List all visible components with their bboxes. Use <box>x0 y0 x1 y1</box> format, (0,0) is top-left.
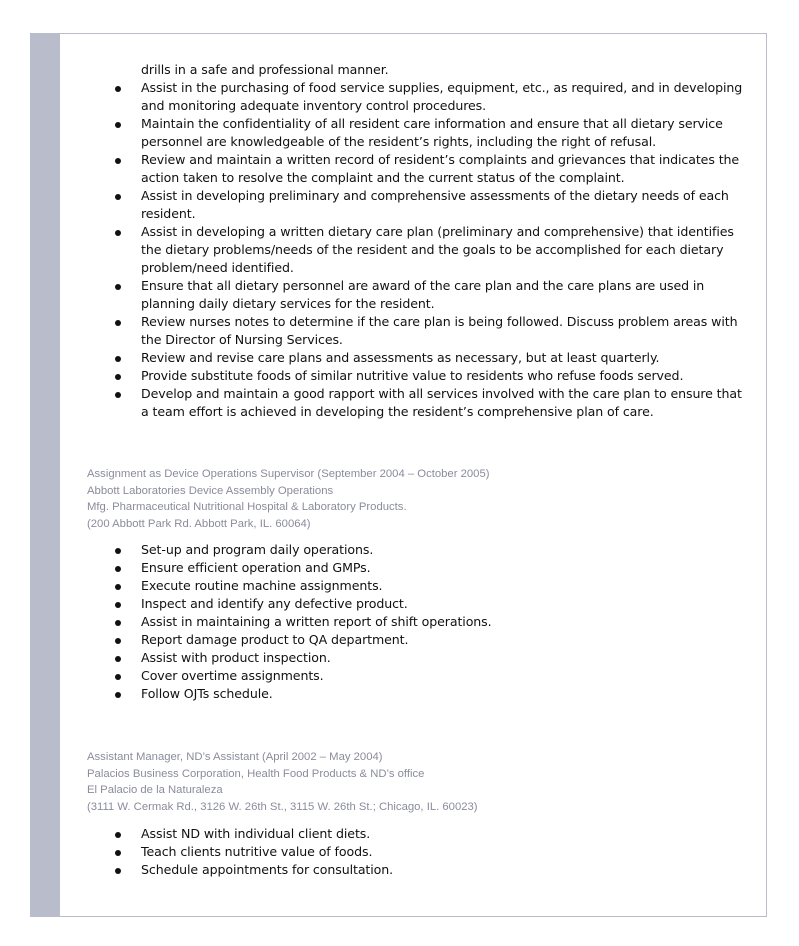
list-item <box>0 595 799 613</box>
dietary-bullet-list <box>0 79 799 421</box>
bullet-icon <box>115 320 121 326</box>
bullet-icon <box>115 674 121 680</box>
list-item <box>0 631 799 649</box>
list-item-text: Review and maintain a written record of resident’s complaints and grievances that indicates the action taken to resolve the complaint and the current status of the complaint. <box>141 152 740 185</box>
list-item-text: Follow OJTs schedule. <box>141 686 273 701</box>
dietary-duties-section <box>0 61 799 421</box>
list-item <box>0 685 799 703</box>
list-item-text: Ensure efficient operation and GMPs. <box>141 560 371 575</box>
bullet-icon <box>115 566 121 572</box>
list-item <box>0 223 799 277</box>
continued-bullet-text: drills in a safe and professional manner. <box>141 62 389 77</box>
list-item <box>0 277 799 313</box>
bullet-icon <box>115 86 121 92</box>
list-item-text: Assist in maintaining a written report of shift operations. <box>141 614 492 629</box>
list-item <box>0 559 799 577</box>
list-item <box>0 649 799 667</box>
bullet-icon <box>115 356 121 362</box>
list-item-text: Ensure that all dietary personnel are award of the care plan and the care plans are used in planning daily dietary services for the resident. <box>141 278 705 311</box>
list-item <box>0 349 799 367</box>
job-title-line: Assignment as Device Operations Supervisor (September 2004 – October 2005) <box>87 468 490 480</box>
job-header-assistant-manager <box>87 749 747 815</box>
job-company-line: Palacios Business Corporation, Health Food Products & ND’s office <box>87 767 425 780</box>
list-item <box>0 385 799 421</box>
bullet-icon <box>115 392 121 398</box>
list-item <box>0 843 799 861</box>
list-item-text: Develop and maintain a good rapport with all services involved with the care plan to ensure that a team effort is achieved in developing the resident’s comprehensive plan of care. <box>141 386 742 419</box>
list-item-text: Teach clients nutritive value of foods. <box>141 844 373 859</box>
list-item <box>0 861 799 879</box>
list-item <box>0 367 799 385</box>
job-duties-device-operations <box>0 541 799 703</box>
bullet-icon <box>115 194 121 200</box>
list-item-text: Schedule appointments for consultation. <box>141 862 394 877</box>
bullet-icon <box>115 122 121 128</box>
list-item <box>0 187 799 223</box>
bullet-icon <box>115 602 121 608</box>
job-header-device-operations <box>87 466 747 532</box>
list-item <box>0 115 799 151</box>
bullet-icon <box>115 374 121 380</box>
list-item-text: Inspect and identify any defective product. <box>141 596 408 611</box>
list-item-text: Cover overtime assignments. <box>141 668 324 683</box>
job-address-line: (200 Abbott Park Rd. Abbott Park, IL. 60064) <box>87 517 311 530</box>
job-address-line: (3111 W. Cermak Rd., 3126 W. 26th St., 3115 W. 26th St.; Chicago, IL. 60023) <box>87 800 478 813</box>
bullet-icon <box>115 284 121 290</box>
bullet-icon <box>115 548 121 554</box>
list-item-text: Maintain the confidentiality of all resident care information and ensure that all dietary service personnel are knowledgeable of the resident’s rights, including the right of refusal. <box>141 116 723 149</box>
job-products-line: Mfg. Pharmaceutical Nutritional Hospital & Laboratory Products. <box>87 501 407 513</box>
list-item <box>0 541 799 559</box>
list-item <box>0 825 799 843</box>
bullet-icon <box>115 638 121 644</box>
job-company-line: Abbott Laboratories Device Assembly Operations <box>87 484 334 497</box>
job-title-line: Assistant Manager, ND’s Assistant (April 2002 – May 2004) <box>87 751 383 763</box>
bullet-icon <box>115 656 121 662</box>
list-item-text: Assist ND with individual client diets. <box>141 826 371 841</box>
list-item-text: Review and revise care plans and assessments as necessary, but at least quarterly. <box>141 350 660 365</box>
bullet-icon <box>115 832 121 838</box>
bullet-icon <box>115 230 121 236</box>
list-item-text: Execute routine machine assignments. <box>141 578 383 593</box>
list-item-text: Assist with product inspection. <box>141 650 331 665</box>
list-item <box>0 151 799 187</box>
bullet-icon <box>115 158 121 164</box>
list-item <box>0 79 799 115</box>
job-bullet-list <box>0 541 799 703</box>
list-item <box>0 613 799 631</box>
list-item-text: Assist in developing preliminary and comprehensive assessments of the dietary needs of each resident. <box>141 188 729 221</box>
bullet-icon <box>115 868 121 874</box>
bullet-icon <box>115 584 121 590</box>
list-item-text: Assist in developing a written dietary care plan (preliminary and comprehensive) that identifies the dietary problems/needs of the resident and the goals to be accomplished for each dietary problem/need identified. <box>141 224 734 275</box>
list-item-text: Report damage product to QA department. <box>141 632 409 647</box>
list-item-text: Provide substitute foods of similar nutritive value to residents who refuse foods served. <box>141 368 684 383</box>
bullet-icon <box>115 692 121 698</box>
list-item-text: Review nurses notes to determine if the care plan is being followed. Discuss problem areas with the Director of Nursing Services. <box>141 314 738 347</box>
job-duties-assistant-manager <box>0 825 799 879</box>
job-products-line: El Palacio de la Naturaleza <box>87 784 223 796</box>
list-item-text: Assist in the purchasing of food service supplies, equipment, etc., as required, and in developing and monitoring adequate inventory control procedures. <box>141 80 743 113</box>
list-item <box>0 313 799 349</box>
bullet-icon <box>115 850 121 856</box>
job-bullet-list <box>0 825 799 879</box>
list-item-text: Set-up and program daily operations. <box>141 542 374 557</box>
bullet-icon <box>115 620 121 626</box>
list-item <box>0 577 799 595</box>
list-item <box>0 667 799 685</box>
